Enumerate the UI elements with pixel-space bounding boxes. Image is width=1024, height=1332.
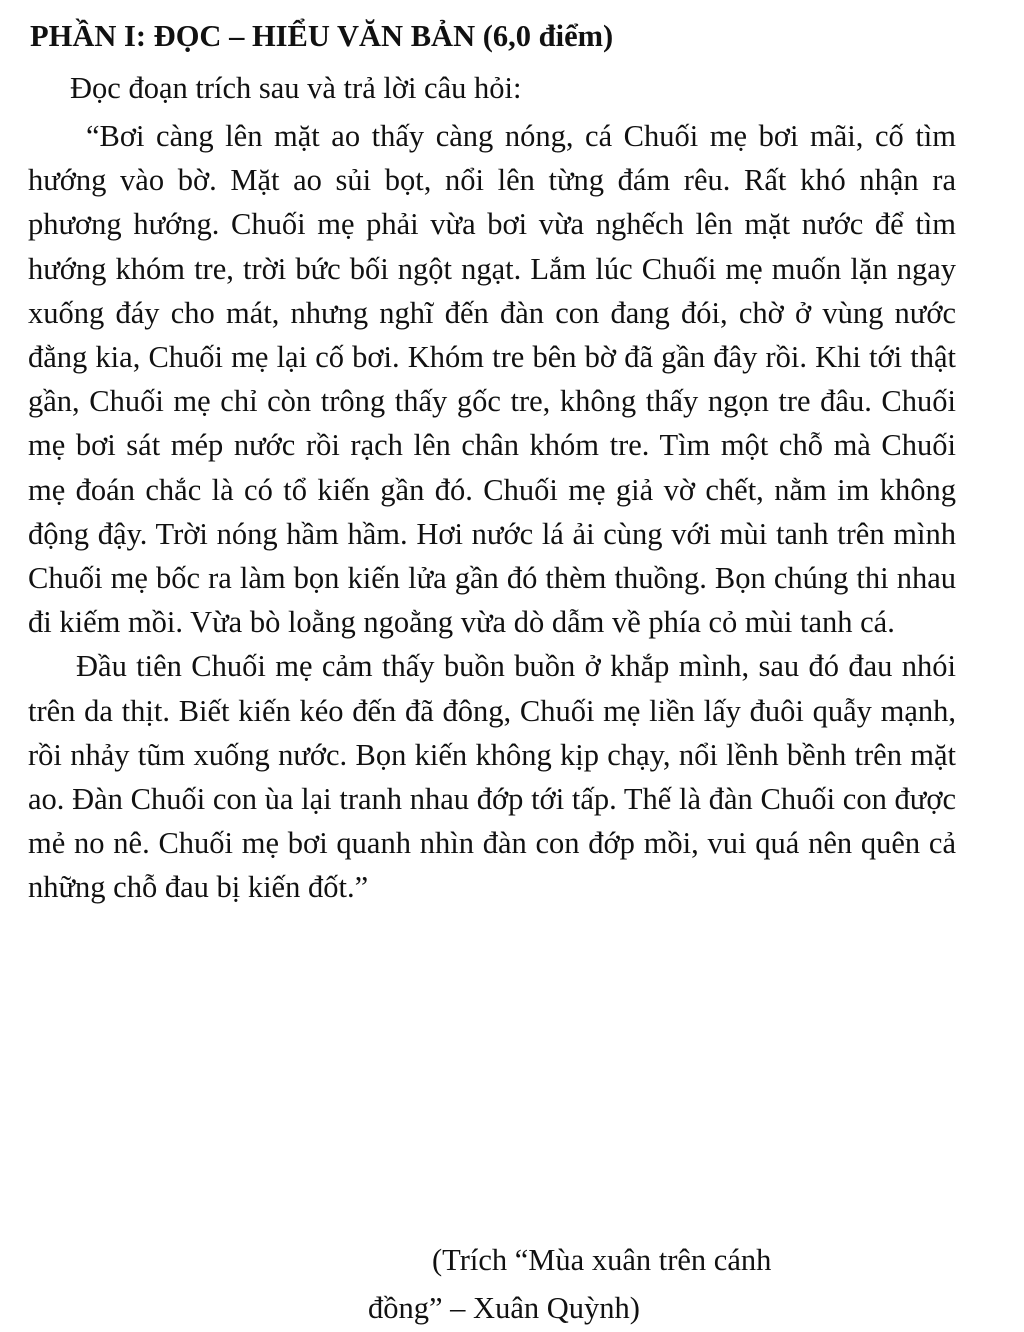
citation-line-1: (Trích “Mùa xuân trên cánh — [432, 1243, 772, 1277]
reading-instruction: Đọc đoạn trích sau và trả lời câu hỏi: — [70, 71, 522, 105]
passage-paragraph-1: “Bơi càng lên mặt ao thấy càng nóng, cá Chuối mẹ bơi mãi, cố tìm hướng vào bờ. Mặt ao sủi bọt, nổi lên từng đám rêu. Rất khó nhận ra phương hướng. Chuối mẹ phải vừa bơi vừa nghếch lên mặt nước để tìm hướng khóm tre, trời bức bối ngột ngạt. Lắm lúc Chuối mẹ muốn lặn ngay xuống đáy cho mát, nhưng nghĩ đến đàn con đang đói, chờ ở vùng nước đằng kia, Chuối mẹ lại cố bơi. Khóm tre bên bờ đã gần đây rồi. Khi tới thật gần, Chuối mẹ chỉ còn trông thấy gốc tre, không thấy ngọn tre đâu. Chuối mẹ bơi sát mép nước rồi rạch lên chân khóm tre. Tìm một chỗ mà Chuối mẹ đoán chắc là có tổ kiến gần đó. Chuối mẹ giả vờ chết, nằm im không động đậy. Trời nóng hầm hầm. Hơi nước lá ải cùng với mùi tanh trên mình Chuối mẹ bốc ra làm bọn kiến lửa gần đó thèm thuồng. Bọn chúng thi nhau đi kiếm mồi. Vừa bò loằng ngoằng vừa dò dẫm về phía cỏ mùi tanh cá. — [28, 119, 956, 640]
section-heading: PHẦN I: ĐỌC – HIỂU VĂN BẢN (6,0 điểm) — [30, 19, 614, 53]
passage-paragraph-2: Đầu tiên Chuối mẹ cảm thấy buồn buồn ở khắp mình, sau đó đau nhói trên da thịt. Biết kiến kéo đến đã đông, Chuối mẹ liền lấy đuôi quẫy mạnh, rồi nhảy tũm xuống nước. Bọn kiến không kịp chạy, nổi lềnh bềnh trên mặt ao. Đàn Chuối con ùa lại tranh nhau đớp tới tấp. Thế là đàn Chuối con được mẻ no nê. Chuối mẹ bơi quanh nhìn đàn con đớp mồi, vui quá nên quên cả những chỗ đau bị kiến đốt.” — [28, 649, 956, 905]
citation-line-2: đồng” – Xuân Quỳnh) — [368, 1291, 640, 1325]
passage-excerpt — [28, 114, 956, 910]
